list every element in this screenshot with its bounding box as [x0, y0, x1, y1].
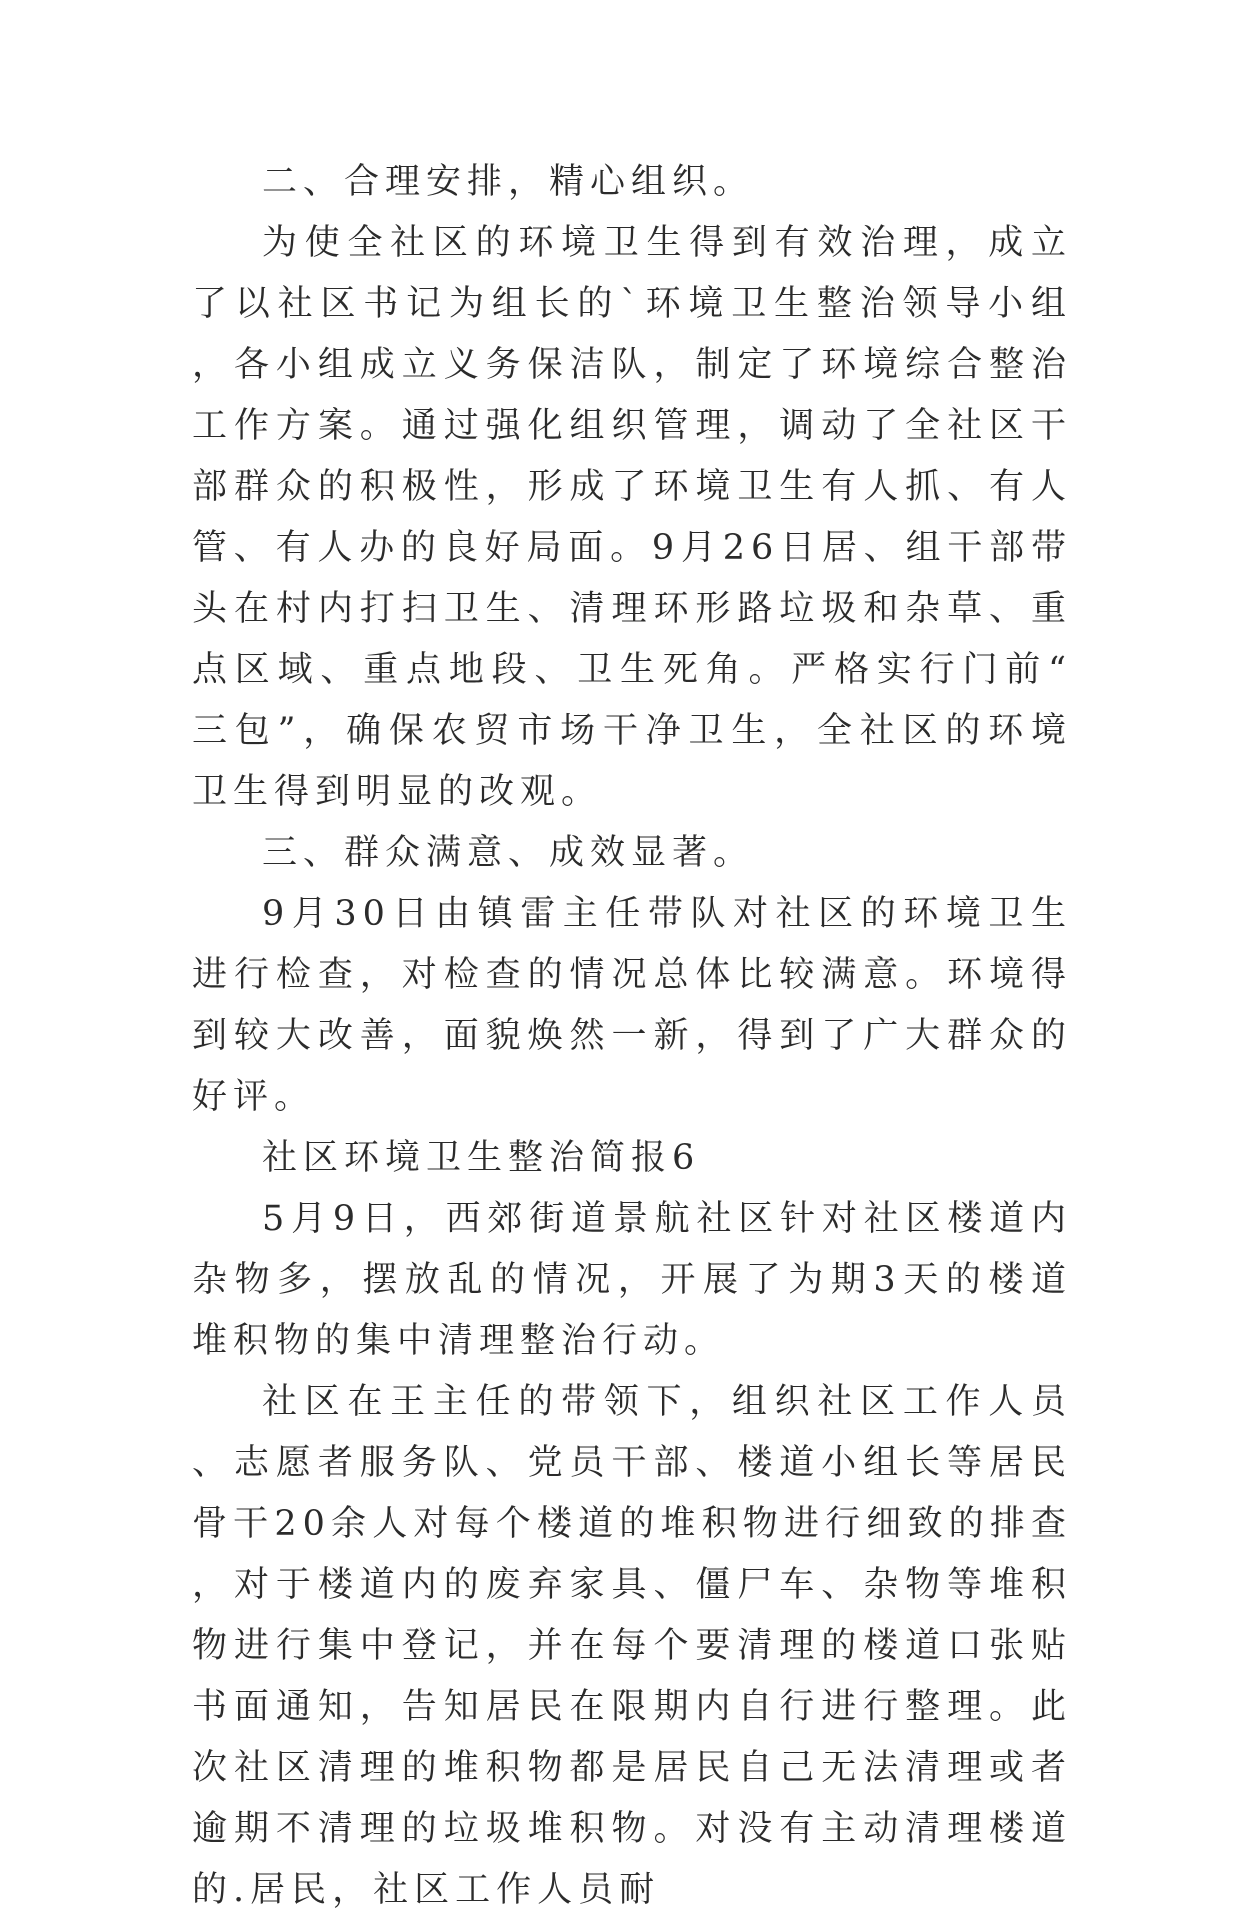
body-paragraph: 社区在王主任的带领下，组织社区工作人员、志愿者服务队、党员干部、楼道小组长等居民骨干20余人对每个楼道的堆积物进行细致的排查，对于楼道内的废弃家具、僵尸车、杂物等堆积物进行集中登记，并在每个要清理的楼道口张贴书面通知，告知居民在限期内自行进行整理。此次社区清理的堆积物都是居民自己无法清理或者逾期不清理的垃圾堆积物。对没有主动清理楼道的.居民，社区工作人员耐	[192, 1382, 1072, 1910]
section-heading-3: 三、群众满意、成效显著。	[262, 833, 755, 873]
body-paragraph: 9月30日由镇雷主任带队对社区的环境卫生进行检查，对检查的情况总体比较满意。环境得到较大改善，面貌焕然一新，得到了广大群众的好评。	[192, 894, 1072, 1117]
report-title: 社区环境卫生整治简报6	[262, 1138, 701, 1178]
section-heading-2: 二、合理安排，精心组织。	[262, 162, 755, 202]
body-paragraph: 5月9日，西郊街道景航社区针对社区楼道内杂物多，摆放乱的情况，开展了为期3天的楼道堆积物的集中清理整治行动。	[192, 1199, 1072, 1361]
body-paragraph: 为使全社区的环境卫生得到有效治理，成立了以社区书记为组长的`环境卫生整治领导小组，各小组成立义务保洁队，制定了环境综合整治工作方案。通过强化组织管理，调动了全社区干部群众的积极性，形成了环境卫生有人抓、有人管、有人办的良好局面。9月26日居、组干部带头在村内打扫卫生、清理环形路垃圾和杂草、重点区域、重点地段、卫生死角。严格实行门前“三包”，确保农贸市场干净卫生，全社区的环境卫生得到明显的改观。	[192, 223, 1072, 812]
document-body	[192, 152, 1072, 1921]
